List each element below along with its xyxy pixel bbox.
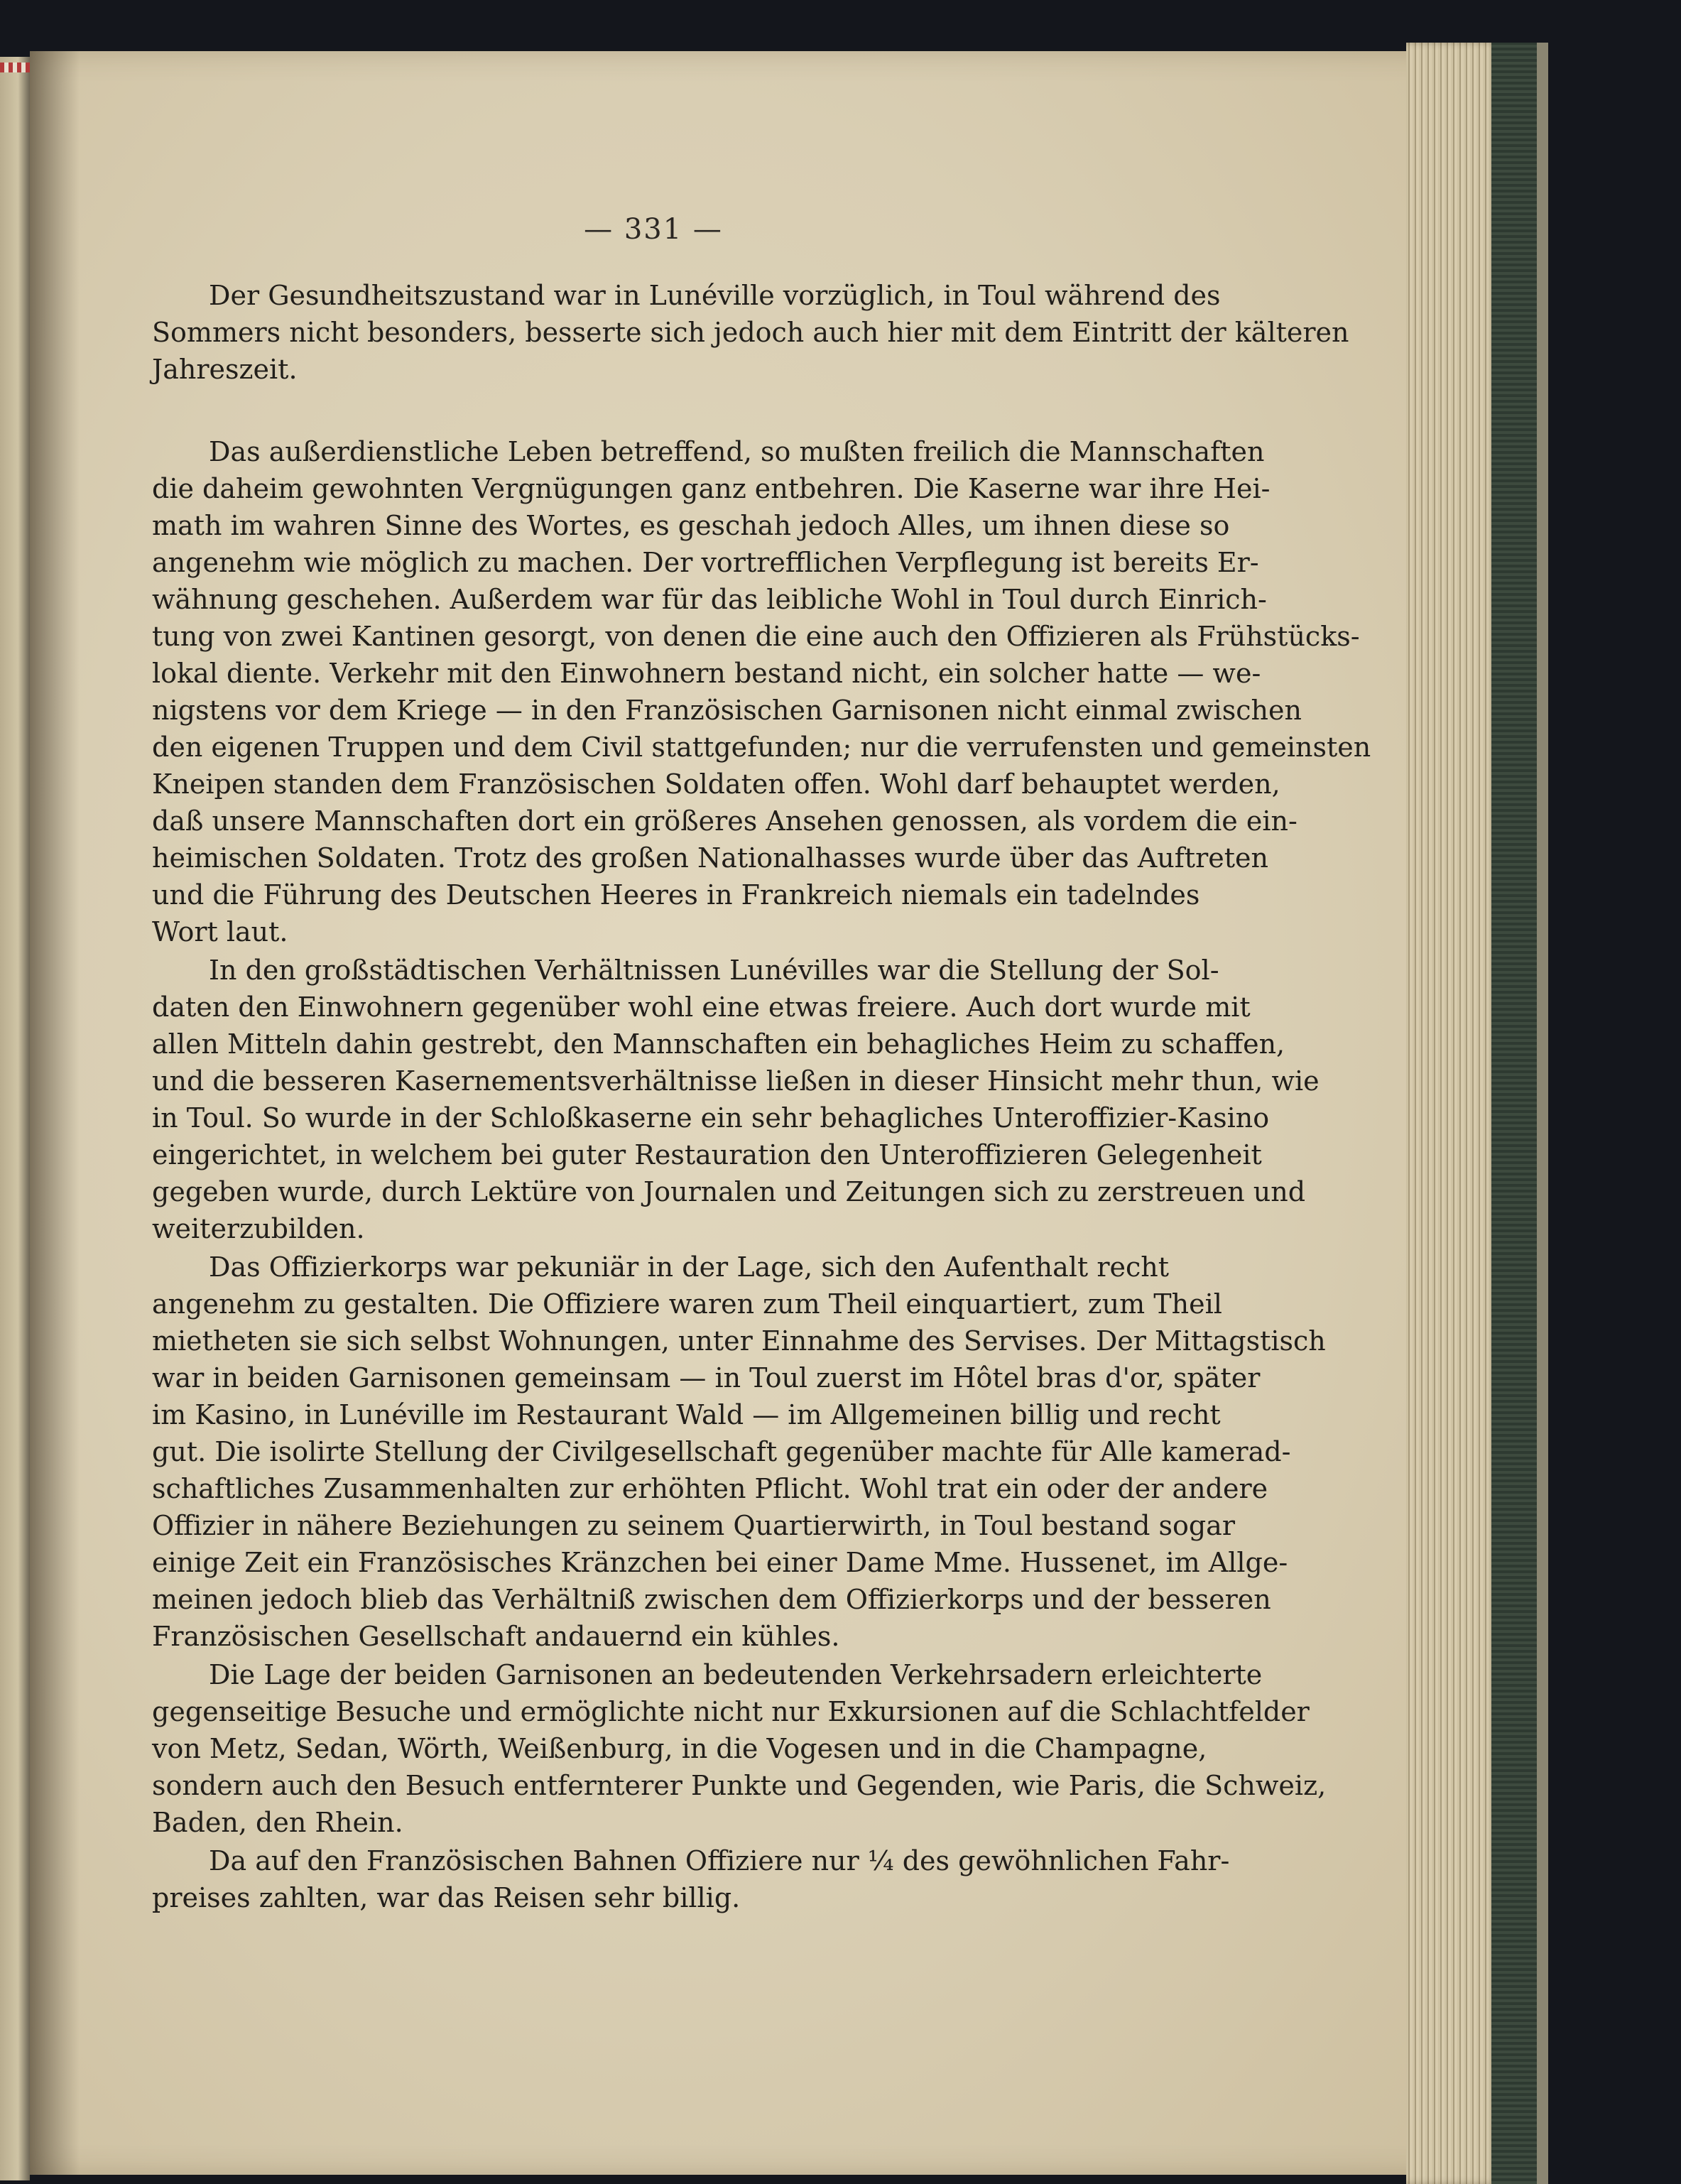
text-line: mietheten sie sich selbst Wohnungen, unter Einnahme des Servises. Der Mittagstisch [152, 1325, 1326, 1357]
page-number: — 331 — [584, 213, 723, 246]
text-line: eingerichtet, in welchem bei guter Restauration den Unteroffizieren Gelegenheit [152, 1139, 1262, 1170]
text-line: angenehm wie möglich zu machen. Der vortrefflichen Verpflegung ist bereits Er- [152, 547, 1259, 578]
text-line: gegenseitige Besuche und ermöglichte nicht nur Exkursionen auf die Schlachtfelder [152, 1696, 1310, 1727]
text-line: in Toul. So wurde in der Schloßkaserne ein sehr behagliches Unteroffizier-Kasino [152, 1102, 1270, 1134]
text-line: daß unsere Mannschaften dort ein größeres Ansehen genossen, als vordem die ein- [152, 805, 1298, 837]
text-line: daten den Einwohnern gegenüber wohl eine etwas freiere. Auch dort wurde mit [152, 992, 1251, 1023]
text-line: von Metz, Sedan, Wörth, Weißenburg, in die Vogesen und in die Champagne, [152, 1733, 1207, 1764]
text-line: tung von zwei Kantinen gesorgt, von denen die eine auch den Offizieren als Frühstücks- [152, 621, 1360, 652]
text-line: allen Mitteln dahin gestrebt, den Mannschaften ein behagliches Heim zu schaffen, [152, 1028, 1285, 1060]
text-line: wähnung geschehen. Außerdem war für das leibliche Wohl in Toul durch Einrich- [152, 584, 1267, 615]
text-line: nigstens vor dem Kriege — in den Französischen Garnisonen nicht einmal zwischen [152, 695, 1302, 726]
gutter-shadow [30, 51, 80, 2175]
text-line: und die Führung des Deutschen Heeres in Frankreich niemals ein tadelndes [152, 879, 1200, 911]
cover-board [1537, 43, 1548, 2184]
text-line: die daheim gewohnten Vergnügungen ganz entbehren. Die Kaserne war ihre Hei- [152, 473, 1271, 504]
text-line: im Kasino, in Lunéville im Restaurant Wald — im Allgemeinen billig und recht [152, 1399, 1221, 1430]
text-line: heimischen Soldaten. Trotz des großen Nationalhasses wurde über das Auftreten [152, 842, 1268, 874]
text-line: Die Lage der beiden Garnisonen an bedeutenden Verkehrsadern erleichterte [209, 1659, 1263, 1690]
text-line: lokal diente. Verkehr mit den Einwohnern bestand nicht, ein solcher hatte — we- [152, 658, 1261, 689]
text-line: war in beiden Garnisonen gemeinsam — in Toul zuerst im Hôtel bras d'or, später [152, 1362, 1261, 1393]
text-line: gegeben wurde, durch Lektüre von Journalen und Zeitungen sich zu zerstreuen und [152, 1176, 1306, 1207]
text-line: preises zahlten, war das Reisen sehr billig. [152, 1882, 741, 1913]
text-line: angenehm zu gestalten. Die Offiziere waren zum Theil einquartiert, zum Theil [152, 1288, 1222, 1320]
facing-page-edge [0, 57, 30, 2180]
text-line: gut. Die isolirte Stellung der Civilgesellschaft gegenüber machte für Alle kamerad- [152, 1436, 1291, 1467]
text-line: Das außerdienstliche Leben betreffend, so mußten freilich die Mannschaften [209, 436, 1265, 467]
text-line: Offizier in nähere Beziehungen zu seinem Quartierwirth, in Toul bestand sogar [152, 1510, 1235, 1541]
text-line: In den großstädtischen Verhältnissen Lunévilles war die Stellung der Sol- [209, 955, 1219, 986]
text-line: Jahreszeit. [152, 354, 298, 385]
text-line: math im wahren Sinne des Wortes, es geschah jedoch Alles, um ihnen diese so [152, 510, 1230, 541]
text-line: weiterzubilden. [152, 1213, 365, 1244]
text-line: sondern auch den Besuch entfernterer Punkte und Gegenden, wie Paris, die Schweiz, [152, 1770, 1327, 1801]
text-line: Französischen Gesellschaft andauernd ein kühles. [152, 1621, 840, 1652]
text-line: einige Zeit ein Französisches Kränzchen bei einer Dame Mme. Hussenet, im Allge- [152, 1547, 1288, 1578]
text-line: den eigenen Truppen und dem Civil stattgefunden; nur die verrufensten und gemeinsten [152, 732, 1371, 763]
text-line: Wort laut. [152, 916, 288, 947]
text-line: und die besseren Kasernementsverhältnisse ließen in dieser Hinsicht mehr thun, wie [152, 1065, 1320, 1097]
page-block-edges [1406, 43, 1498, 2184]
text-line: Das Offizierkorps war pekuniär in der Lage, sich den Aufenthalt recht [209, 1251, 1169, 1283]
text-line: Baden, den Rhein. [152, 1807, 403, 1838]
text-line: schaftliches Zusammenhalten zur erhöhten Pflicht. Wohl trat ein oder der andere [152, 1473, 1268, 1504]
cover-cloth [1491, 43, 1537, 2184]
text-line: Da auf den Französischen Bahnen Offiziere nur ¼ des gewöhnlichen Fahr- [209, 1845, 1230, 1876]
text-line: Der Gesundheitszustand war in Lunéville vorzüglich, in Toul während des [209, 280, 1221, 311]
text-line: Kneipen standen dem Französischen Soldaten offen. Wohl darf behauptet werden, [152, 768, 1280, 800]
text-line: meinen jedoch blieb das Verhältniß zwischen dem Offizierkorps und der besseren [152, 1584, 1271, 1615]
text-line: Sommers nicht besonders, besserte sich jedoch auch hier mit dem Eintritt der kälteren [152, 317, 1349, 348]
